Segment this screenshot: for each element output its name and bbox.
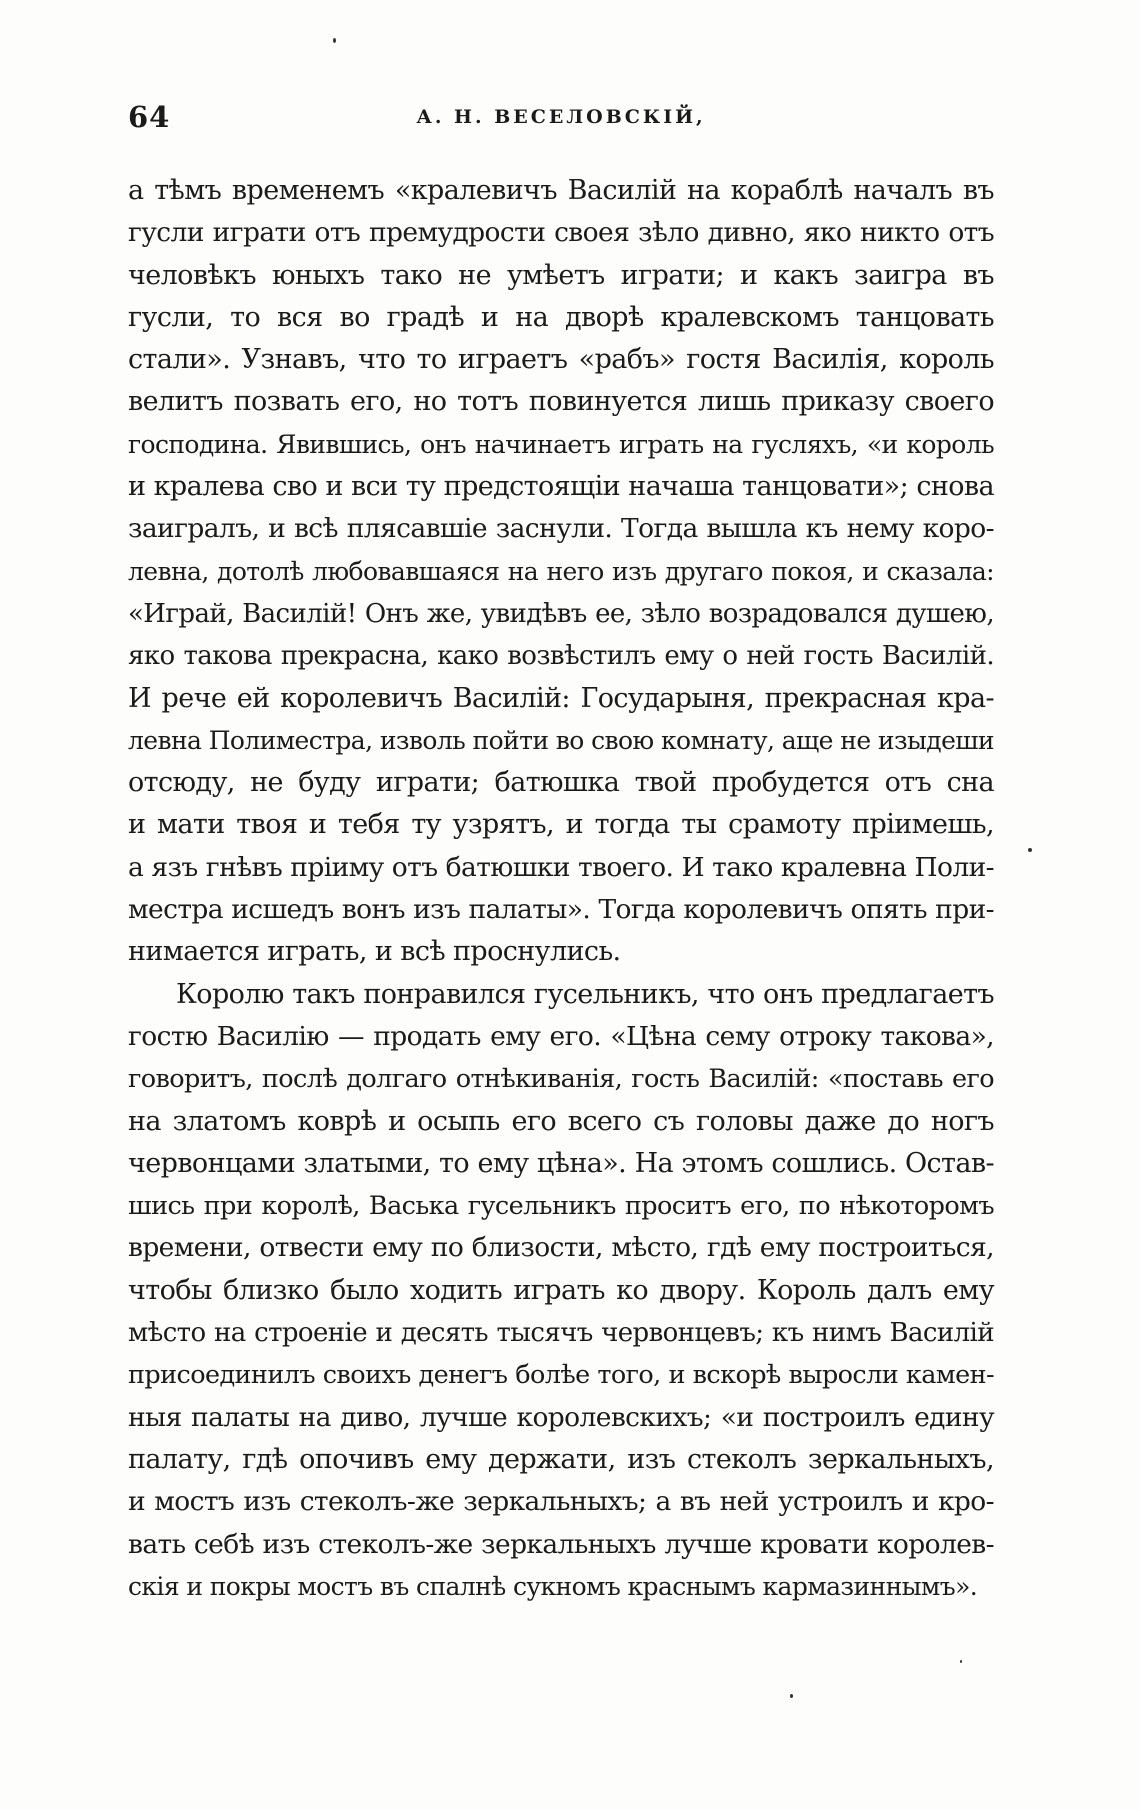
text-line: гостю Василію — продать ему его. «Цѣна сему отроку такова»,	[128, 1020, 994, 1052]
paragraph-1	[128, 170, 994, 974]
scan-speck	[333, 38, 336, 43]
text-line: левна Полиместра, изволь пойти во свою комнату, аще не изыдеши	[128, 725, 994, 755]
text-line: отсюду, не буду играти; батюшка твой пробудется отъ сна	[128, 767, 994, 799]
text-line: шись при королѣ, Васька гусельникъ проситъ его, по нѣкоторомъ	[128, 1191, 994, 1222]
text-line: нимается играть, и всѣ проснулись.	[128, 936, 621, 968]
text-line: стали». Узнавъ, что то играетъ «рабъ» гостя Василія, король	[128, 344, 994, 376]
page-header	[128, 100, 994, 140]
text-line: и мостъ изъ стеколъ-же зеркальныхъ; а въ ней устроилъ и кро-	[128, 1486, 994, 1518]
text-line: И рече ей королевичъ Василій: Государыня, прекрасная кра-	[128, 682, 994, 714]
text-line: господина. Явившись, онъ начинаетъ играть на гусляхъ, «и король	[128, 429, 994, 459]
text-line: ныя палаты на диво, лучше королевскихъ; «и построилъ едину	[128, 1401, 994, 1433]
text-line: гусли, то вся во градѣ и на дворѣ кралевскомъ танцовать	[128, 301, 994, 333]
text-line: скія и покры мостъ въ спалнѣ сукномъ краснымъ кармазиннымъ».	[128, 1571, 978, 1601]
text-line: мѣсто на строеніе и десять тысячъ червонцевъ; къ нимъ Василій	[128, 1318, 994, 1349]
text-line: времени, отвести ему по близости, мѣсто, гдѣ ему построиться,	[128, 1232, 994, 1264]
text-line: а язъ гнѣвъ пріиму отъ батюшки твоего. И тако кралевна Поли-	[128, 851, 994, 883]
text-line: левна, дотолѣ любовавшаяся на него изъ другаго покоя, и сказала:	[128, 556, 994, 586]
text-line: чтобы близко было ходить играть ко двору. Король далъ ему	[128, 1274, 994, 1306]
text-line: а тѣмъ временемъ «кралевичъ Василій на кораблѣ началъ въ	[128, 175, 994, 206]
text-line: и кралева сво и вси ту предстоящіи начаша танцовати»; снова	[128, 471, 994, 503]
body-text	[128, 170, 994, 1608]
text-line: червонцами златыми, то ему цѣна». На этомъ сошлись. Остав-	[128, 1147, 994, 1179]
scan-speck	[960, 1660, 962, 1663]
text-line: и мати твоя и тебя ту узрятъ, и тогда ты срамоту пріимешь,	[128, 809, 994, 841]
page-number: 64	[128, 100, 171, 134]
text-line: на златомъ коврѣ и осыпь его всего съ головы даже до ногъ	[128, 1105, 994, 1137]
text-line: вать себѣ изъ стеколъ-же зеркальныхъ лучше кровати королев-	[128, 1528, 994, 1560]
scan-speck	[1028, 848, 1032, 852]
text-line: гусли играти отъ премудрости своея зѣло дивно, яко никто отъ	[128, 217, 994, 249]
scan-speck	[790, 1694, 793, 1698]
text-line: говоритъ, послѣ долгаго отнѣкиванія, гость Василій: «поставь его	[128, 1064, 994, 1095]
paragraph-2	[128, 974, 994, 1608]
text-line: Королю такъ понравился гусельникъ, что онъ предлагаетъ	[176, 978, 994, 1010]
text-line: присоединилъ своихъ денегъ болѣе того, и вскорѣ выросли камен-	[128, 1360, 994, 1391]
text-line: велитъ позвать его, но тотъ повинуется лишь приказу своего	[128, 386, 994, 418]
text-line: палату, гдѣ опочивъ ему держати, изъ стеколъ зеркальныхъ,	[128, 1443, 994, 1475]
text-line: местра исшедъ вонъ изъ палаты». Тогда королевичъ опять при-	[128, 894, 994, 926]
text-line: яко такова прекрасна, како возвѣстилъ ему о ней гость Василій.	[128, 641, 994, 672]
text-line: заигралъ, и всѣ плясавшіе заснули. Тогда вышла къ нему коро-	[128, 513, 994, 545]
text-line: «Играй, Василій! Онъ же, увидѣвъ ее, зѣло возрадовался душею,	[128, 598, 994, 629]
running-head: А. Н. ВЕСЕЛОВСКІЙ,	[416, 106, 706, 128]
text-line: человѣкъ юныхъ тако не умѣетъ играти; и какъ заигра въ	[128, 259, 994, 291]
